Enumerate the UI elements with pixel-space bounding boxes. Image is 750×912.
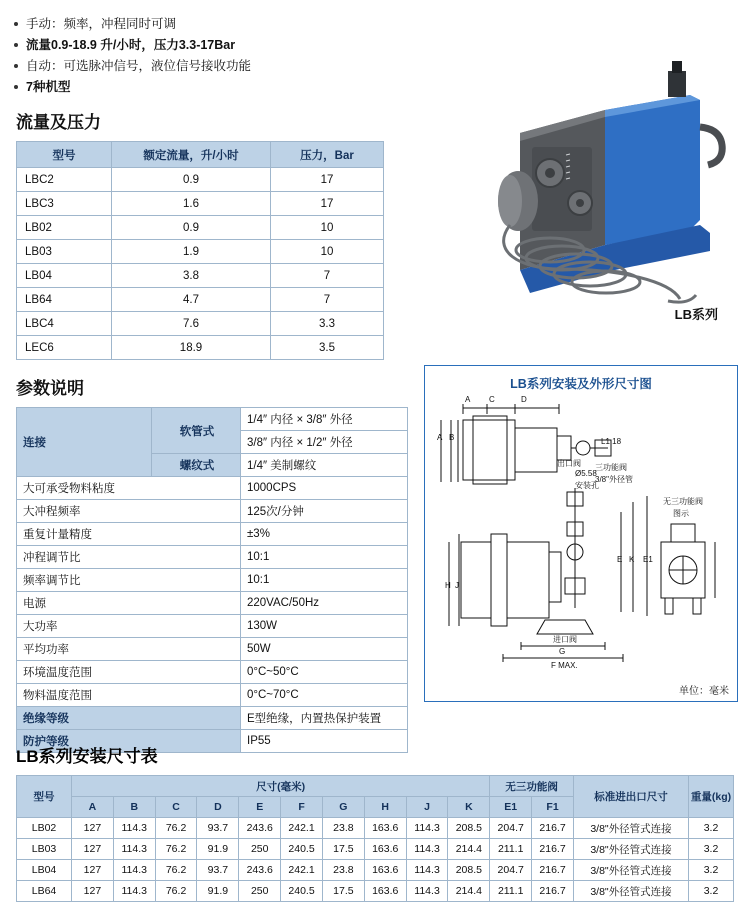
cell-dim: 114.3: [406, 860, 448, 881]
cell-spec-name: 频率调节比: [17, 569, 241, 592]
cell-dim: 250: [239, 839, 281, 860]
cell-pressure: 3.3: [271, 312, 384, 336]
cell-dim: 243.6: [239, 818, 281, 839]
cell-flow: 0.9: [112, 168, 271, 192]
col-header-c: C: [155, 797, 197, 818]
cell-dim: 211.1: [490, 881, 532, 902]
cell-dim: 211.1: [490, 839, 532, 860]
product-photo: [400, 55, 740, 335]
cell-spec-name: 大可承受物料粘度: [17, 477, 241, 500]
svg-text:A: A: [465, 395, 471, 404]
cell-dim: 127: [72, 839, 114, 860]
cell-dim: 163.6: [364, 860, 406, 881]
svg-text:无三功能阀: 无三功能阀: [663, 497, 703, 506]
table-row: [17, 336, 384, 360]
cell-dim: 114.3: [406, 881, 448, 902]
cell-hose-label: 软管式: [152, 408, 241, 454]
cell-dim: 250: [239, 881, 281, 902]
list-item: [26, 14, 750, 35]
cell-io: 3/8"外径管式连接: [574, 881, 689, 902]
cell-spec-value: 50W: [241, 638, 408, 661]
cell-dim: 76.2: [155, 818, 197, 839]
col-header-standard-io: 标准进出口尺寸: [574, 776, 689, 818]
cell-dim: 163.6: [364, 818, 406, 839]
drawing-graphic: [425, 392, 735, 692]
bullet-text: 自动：可选脉冲信号，液位信号接收功能: [26, 59, 252, 73]
col-header-f1: F1: [532, 797, 574, 818]
svg-text:G: G: [559, 647, 566, 656]
cell-dim: 216.7: [532, 881, 574, 902]
cell-dim: 23.8: [322, 860, 364, 881]
table-row: [17, 288, 384, 312]
cell-spec-value: 125次/分钟: [241, 500, 408, 523]
svg-text:三功能阀: 三功能阀: [595, 463, 627, 472]
table-row: [17, 477, 408, 500]
section-title-spec: 参数说明: [16, 379, 84, 398]
col-header-dims: 尺寸(毫米): [72, 776, 490, 797]
cell-pressure: 10: [271, 240, 384, 264]
table-row: [17, 881, 734, 902]
cell-dim: 114.3: [406, 839, 448, 860]
svg-text:3/8"外径管: 3/8"外径管: [595, 475, 633, 484]
col-header-pressure: 压力，Bar: [271, 142, 384, 168]
col-header-h: H: [364, 797, 406, 818]
cell-spec-name: 物料温度范围: [17, 684, 241, 707]
installation-dimension-table: [16, 775, 734, 902]
cell-dim: 127: [72, 818, 114, 839]
cell-flow: 4.7: [112, 288, 271, 312]
table-row: [17, 818, 734, 839]
cell-weight: 3.2: [689, 839, 734, 860]
cell-spec-value: 0°C~50°C: [241, 661, 408, 684]
cell-dim: 214.4: [448, 839, 490, 860]
cell-spec-name: 绝缘等级: [17, 707, 241, 730]
cell-dim: 204.7: [490, 818, 532, 839]
cell-dim: 240.5: [281, 881, 323, 902]
col-header-g: G: [322, 797, 364, 818]
cell-flow: 7.6: [112, 312, 271, 336]
table-row: [17, 569, 408, 592]
cell-pressure: 7: [271, 264, 384, 288]
table-row: [17, 707, 408, 730]
cell-spec-name: 大冲程频率: [17, 500, 241, 523]
list-item: [26, 35, 750, 56]
cell-dim: 91.9: [197, 839, 239, 860]
col-header-model: 型号: [17, 776, 72, 818]
cell-dim: 243.6: [239, 860, 281, 881]
cell-spec-value: 10:1: [241, 569, 408, 592]
bullet-text: 手动：频率，冲程同时可调: [26, 17, 177, 31]
svg-text:C: C: [489, 395, 495, 404]
table-row: [17, 500, 408, 523]
section-title-flow: 流量及压力: [16, 113, 101, 132]
drawing-title: LB系列安装及外形尺寸图: [510, 377, 652, 391]
cell-spec-value: ±3%: [241, 523, 408, 546]
cell-dim: 93.7: [197, 860, 239, 881]
table-row: [17, 408, 408, 431]
table-row: [17, 312, 384, 336]
section-title-dimensions: LB系列安装尺寸表: [16, 747, 158, 766]
col-header-a: A: [72, 797, 114, 818]
cell-dim: 208.5: [448, 818, 490, 839]
svg-text:K: K: [629, 555, 635, 564]
svg-text:J: J: [455, 581, 459, 590]
cell-pressure: 17: [271, 192, 384, 216]
cell-model: LBC4: [17, 312, 112, 336]
cell-spec-value: 10:1: [241, 546, 408, 569]
table-row: [17, 638, 408, 661]
cell-flow: 18.9: [112, 336, 271, 360]
flow-pressure-table: [16, 141, 384, 360]
specification-table: [16, 407, 408, 753]
cell-pressure: 10: [271, 216, 384, 240]
cell-dim: 204.7: [490, 860, 532, 881]
cell-dim: 23.8: [322, 818, 364, 839]
cell-model: LB04: [17, 264, 112, 288]
cell-dim: 76.2: [155, 881, 197, 902]
cell-hose-value-2: 3/8″ 内径 × 1/2″ 外径: [241, 431, 408, 454]
table-row: [17, 615, 408, 638]
cell-dim: 242.1: [281, 860, 323, 881]
cell-flow: 3.8: [112, 264, 271, 288]
svg-text:图示: 图示: [673, 509, 689, 518]
svg-text:E: E: [617, 555, 623, 564]
cell-io: 3/8"外径管式连接: [574, 818, 689, 839]
cell-spec-name: 平均功率: [17, 638, 241, 661]
cell-dim: 114.3: [113, 881, 155, 902]
table-row: [17, 839, 734, 860]
cell-pressure: 7: [271, 288, 384, 312]
cell-dim: 216.7: [532, 860, 574, 881]
cell-spec-value: 130W: [241, 615, 408, 638]
table-row: [17, 240, 384, 264]
cell-dim: 127: [72, 860, 114, 881]
cell-dim: 114.3: [113, 818, 155, 839]
cell-pressure: 3.5: [271, 336, 384, 360]
cell-dim: 76.2: [155, 860, 197, 881]
cell-dim: 208.5: [448, 860, 490, 881]
table-row: [17, 860, 734, 881]
cell-spec-value: 0°C~70°C: [241, 684, 408, 707]
cell-dim: 17.5: [322, 839, 364, 860]
svg-text:出口阀: 出口阀: [557, 459, 581, 468]
cell-model: LBC2: [17, 168, 112, 192]
col-header-d: D: [197, 797, 239, 818]
cell-dim: 127: [72, 881, 114, 902]
cell-spec-value: 220VAC/50Hz: [241, 592, 408, 615]
cell-model: LB02: [17, 818, 72, 839]
cell-dim: 163.6: [364, 881, 406, 902]
cell-flow: 1.6: [112, 192, 271, 216]
cell-io: 3/8"外径管式连接: [574, 839, 689, 860]
col-header-k: K: [448, 797, 490, 818]
svg-text:E1: E1: [643, 555, 653, 564]
cell-spec-name: 防护等级: [17, 730, 241, 753]
cell-dim: 216.7: [532, 839, 574, 860]
col-header-no-three-valve: 无三功能阀: [490, 776, 574, 797]
cell-flow: 1.9: [112, 240, 271, 264]
cell-dim: 242.1: [281, 818, 323, 839]
col-header-weight: 重量(kg): [689, 776, 734, 818]
cell-dim: 17.5: [322, 881, 364, 902]
cell-dim: 93.7: [197, 818, 239, 839]
table-header-row-group: [17, 776, 734, 797]
cell-thread-value: 1/4″ 美制螺纹: [241, 454, 408, 477]
cell-dim: 114.3: [113, 860, 155, 881]
table-row: [17, 264, 384, 288]
cell-spec-value: IP55: [241, 730, 408, 753]
col-header-flow: 额定流量，升/小时: [112, 142, 271, 168]
col-header-e1: E1: [490, 797, 532, 818]
cell-weight: 3.2: [689, 881, 734, 902]
cell-spec-value: E型绝缘，内置热保护装置: [241, 707, 408, 730]
cell-model: LB64: [17, 881, 72, 902]
cell-dim: 216.7: [532, 818, 574, 839]
cell-dim: 163.6: [364, 839, 406, 860]
cell-model: LB03: [17, 240, 112, 264]
cell-spec-name: 电源: [17, 592, 241, 615]
cell-spec-name: 重复计量精度: [17, 523, 241, 546]
col-header-b: B: [113, 797, 155, 818]
table-row: [17, 168, 384, 192]
svg-text:B: B: [449, 433, 455, 442]
table-row: [17, 523, 408, 546]
pump-illustration: [400, 55, 740, 335]
cell-model: LBC3: [17, 192, 112, 216]
cell-spec-name: 冲程调节比: [17, 546, 241, 569]
table-row: [17, 661, 408, 684]
svg-text:Ø5.58: Ø5.58: [575, 469, 597, 478]
cell-dim: 114.3: [113, 839, 155, 860]
cell-model: LB03: [17, 839, 72, 860]
svg-text:H: H: [445, 581, 451, 590]
cell-spec-value: 1000CPS: [241, 477, 408, 500]
cell-dim: 91.9: [197, 881, 239, 902]
col-header-j: J: [406, 797, 448, 818]
cell-weight: 3.2: [689, 860, 734, 881]
cell-spec-name: 环境温度范围: [17, 661, 241, 684]
dimension-table-wrap: [16, 775, 734, 902]
svg-text:进口阀: 进口阀: [553, 635, 577, 644]
cell-flow: 0.9: [112, 216, 271, 240]
cell-model: LB02: [17, 216, 112, 240]
svg-text:D: D: [521, 395, 527, 404]
cell-model: LB64: [17, 288, 112, 312]
cell-thread-label: 螺纹式: [152, 454, 241, 477]
table-header-row: [17, 142, 384, 168]
cell-spec-name: 大功率: [17, 615, 241, 638]
bullet-text: 流量0.9-18.9 升/小时，压力3.3-17Bar: [26, 38, 236, 52]
svg-text:F MAX.: F MAX.: [551, 661, 578, 670]
cell-io: 3/8"外径管式连接: [574, 860, 689, 881]
cell-connection-label: 连接: [17, 408, 152, 477]
bullet-text: 7种机型: [26, 80, 71, 94]
table-row: [17, 216, 384, 240]
svg-text:安装孔: 安装孔: [575, 481, 599, 490]
table-row: [17, 592, 408, 615]
cell-hose-value-1: 1/4″ 内径 × 3/8″ 外径: [241, 408, 408, 431]
cell-weight: 3.2: [689, 818, 734, 839]
col-header-e: E: [239, 797, 281, 818]
drawing-unit-note: 单位：毫米: [679, 686, 729, 697]
cell-dim: 114.3: [406, 818, 448, 839]
table-row: [17, 684, 408, 707]
cell-pressure: 17: [271, 168, 384, 192]
cell-model: LEC6: [17, 336, 112, 360]
table-row: [17, 192, 384, 216]
cell-dim: 76.2: [155, 839, 197, 860]
svg-text:A: A: [437, 433, 443, 442]
dimension-drawing-panel: [424, 365, 738, 702]
photo-caption: LB系列: [674, 307, 718, 322]
cell-dim: 240.5: [281, 839, 323, 860]
table-row: [17, 546, 408, 569]
cell-model: LB04: [17, 860, 72, 881]
cell-dim: 214.4: [448, 881, 490, 902]
svg-text:L1.18: L1.18: [601, 437, 622, 446]
col-header-f: F: [281, 797, 323, 818]
col-header-model: 型号: [17, 142, 112, 168]
